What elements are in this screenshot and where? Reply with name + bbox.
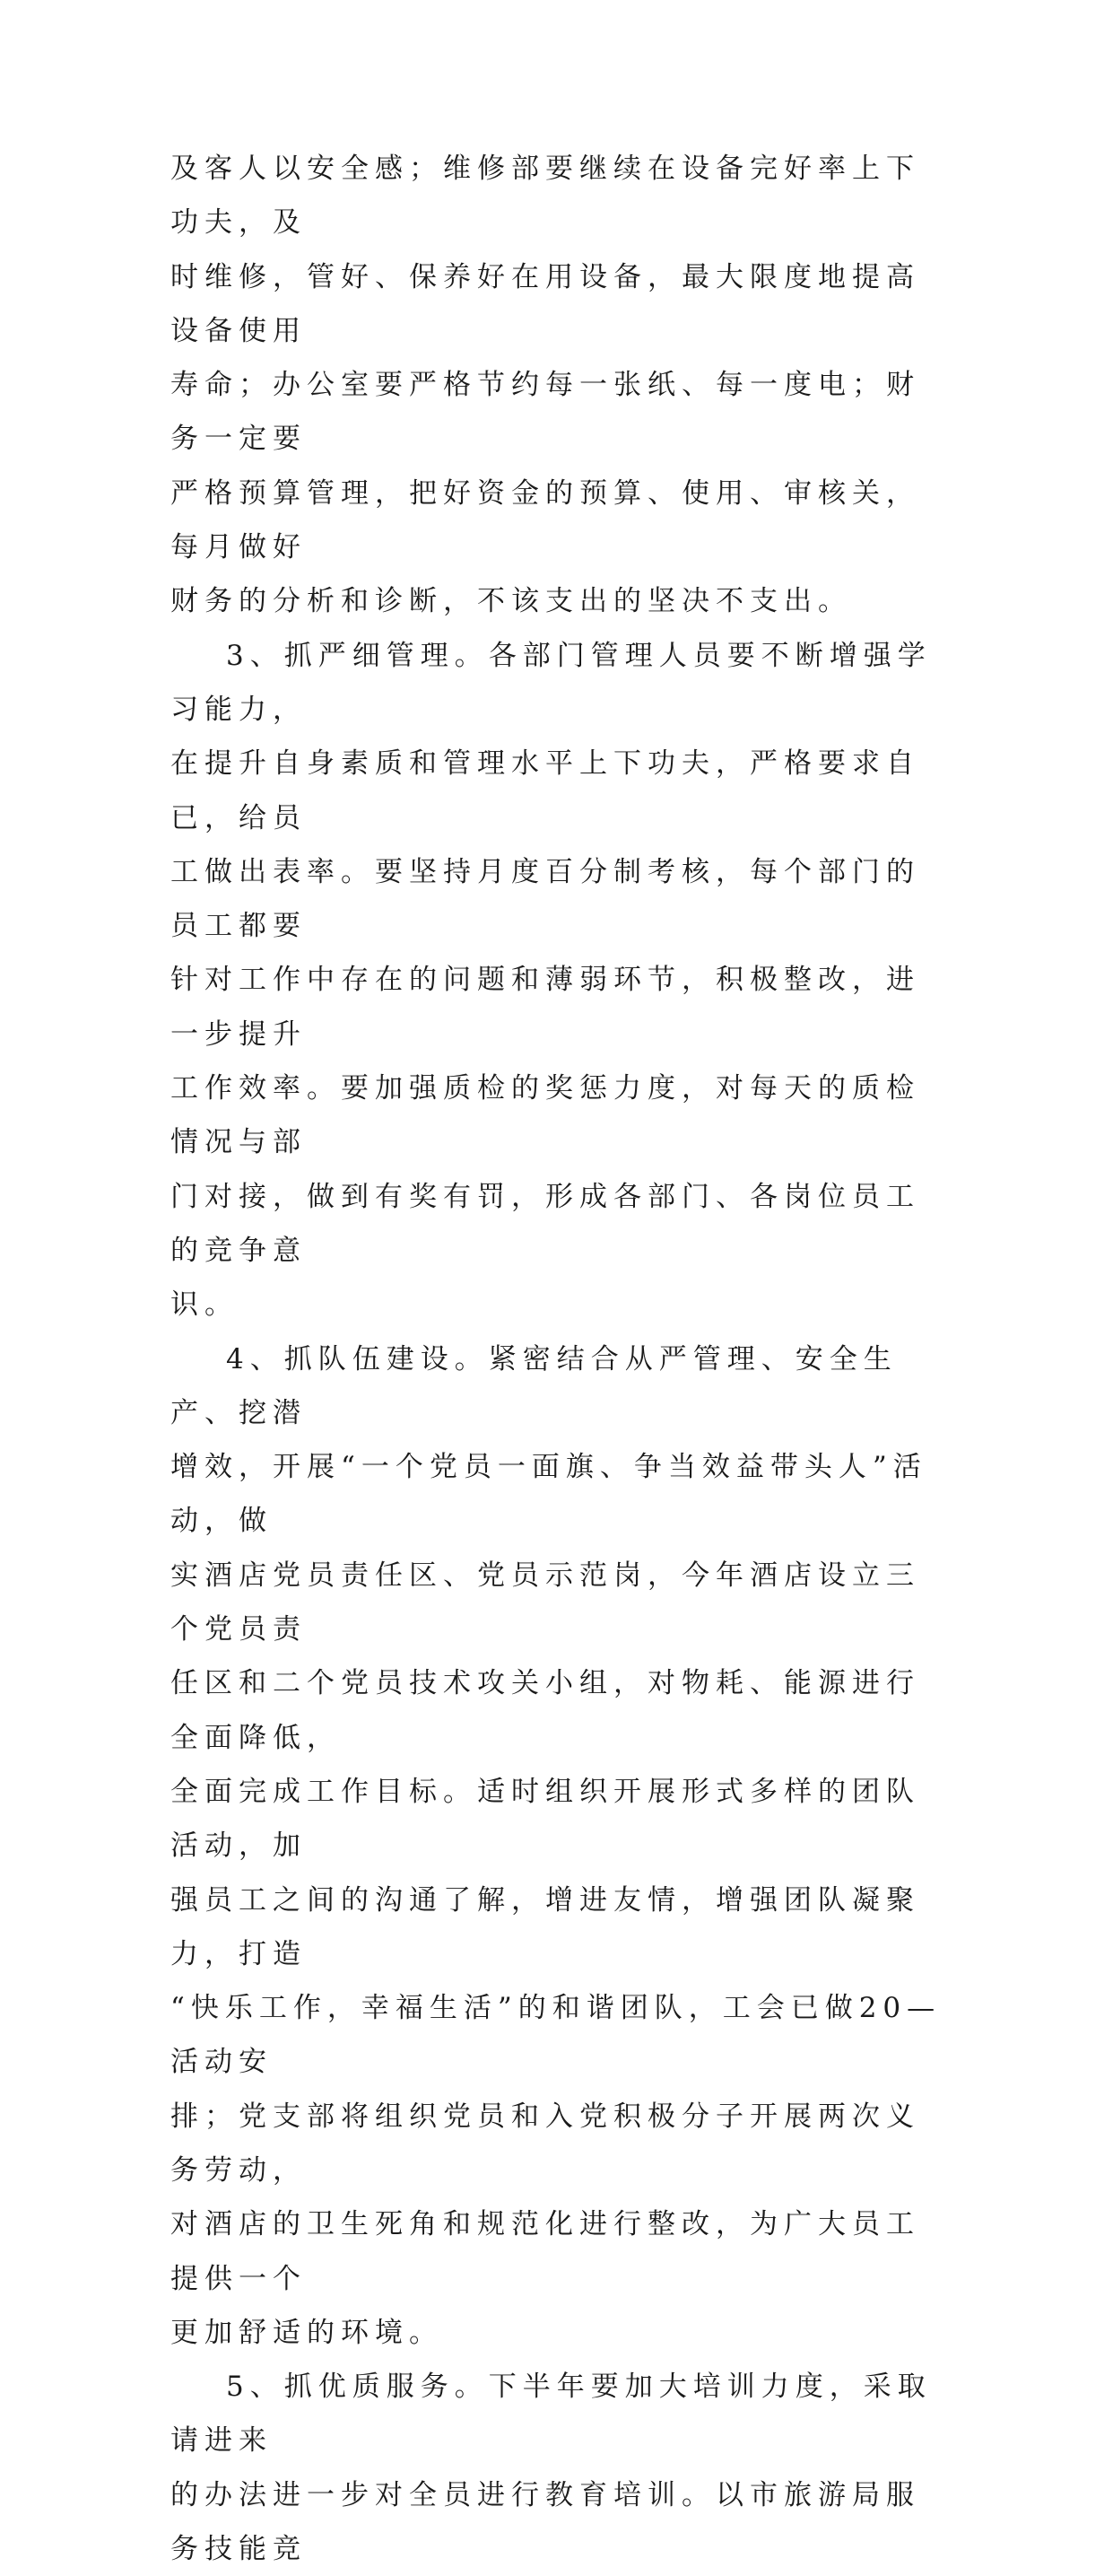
- paragraph-team-building: 4、抓队伍建设。紧密结合从严管理、安全生产、挖潜 增效，开展“一个党员一面旗、争当效益带头人”活动，做 实酒店党员责任区、党员示范岗，今年酒店设立三个党员责 任区和二个党员技术攻关小组，对物耗、能源进行全面降低， 全面完成工作目标。适时组织开展形式多样的团队活动，加 强员工之间的沟通了解，增进友情，增强团队凝聚力，打造 “快乐工作，幸福生活”的和谐团队，工会已做20—活动安 排；党支部将组织党员和入党积极分子开展两次义务劳动， 对酒店的卫生死角和规范化进行整改，为广大员工提供一个 更加舒适的环境。: [170, 1342, 942, 2349]
- paragraph-quality-service: 5、抓优质服务。下半年要加大培训力度，采取请进来 的办法进一步对全员进行教育培训。以市旅游局服务技能竞: [170, 2371, 932, 2566]
- document-body: [170, 142, 942, 2576]
- paragraph-safety-maintenance: 及客人以安全感；维修部要继续在设备完好率上下功夫，及 时维修，管好、保养好在用设备，最大限度地提高设备使用 寿命；办公室要严格节约每一张纸、每一度电；财务一定要 严格预算管理，把好资金的预算、使用、审核关，每月做好 财务的分析和诊断，不该支出的坚决不支出。: [170, 153, 920, 618]
- paragraph-strict-management: 3、抓严细管理。各部门管理人员要不断增强学习能力， 在提升自身素质和管理水平上下功夫，严格要求自已，给员 工做出表率。要坚持月度百分制考核，每个部门的员工都要 针对工作中存在的问题和薄弱环节，积极整改，进一步提升 工作效率。要加强质检的奖惩力度，对每天的质检情况与部 门对接，做到有奖有罚，形成各部门、各岗位员工的竞争意 识。: [170, 639, 932, 1322]
